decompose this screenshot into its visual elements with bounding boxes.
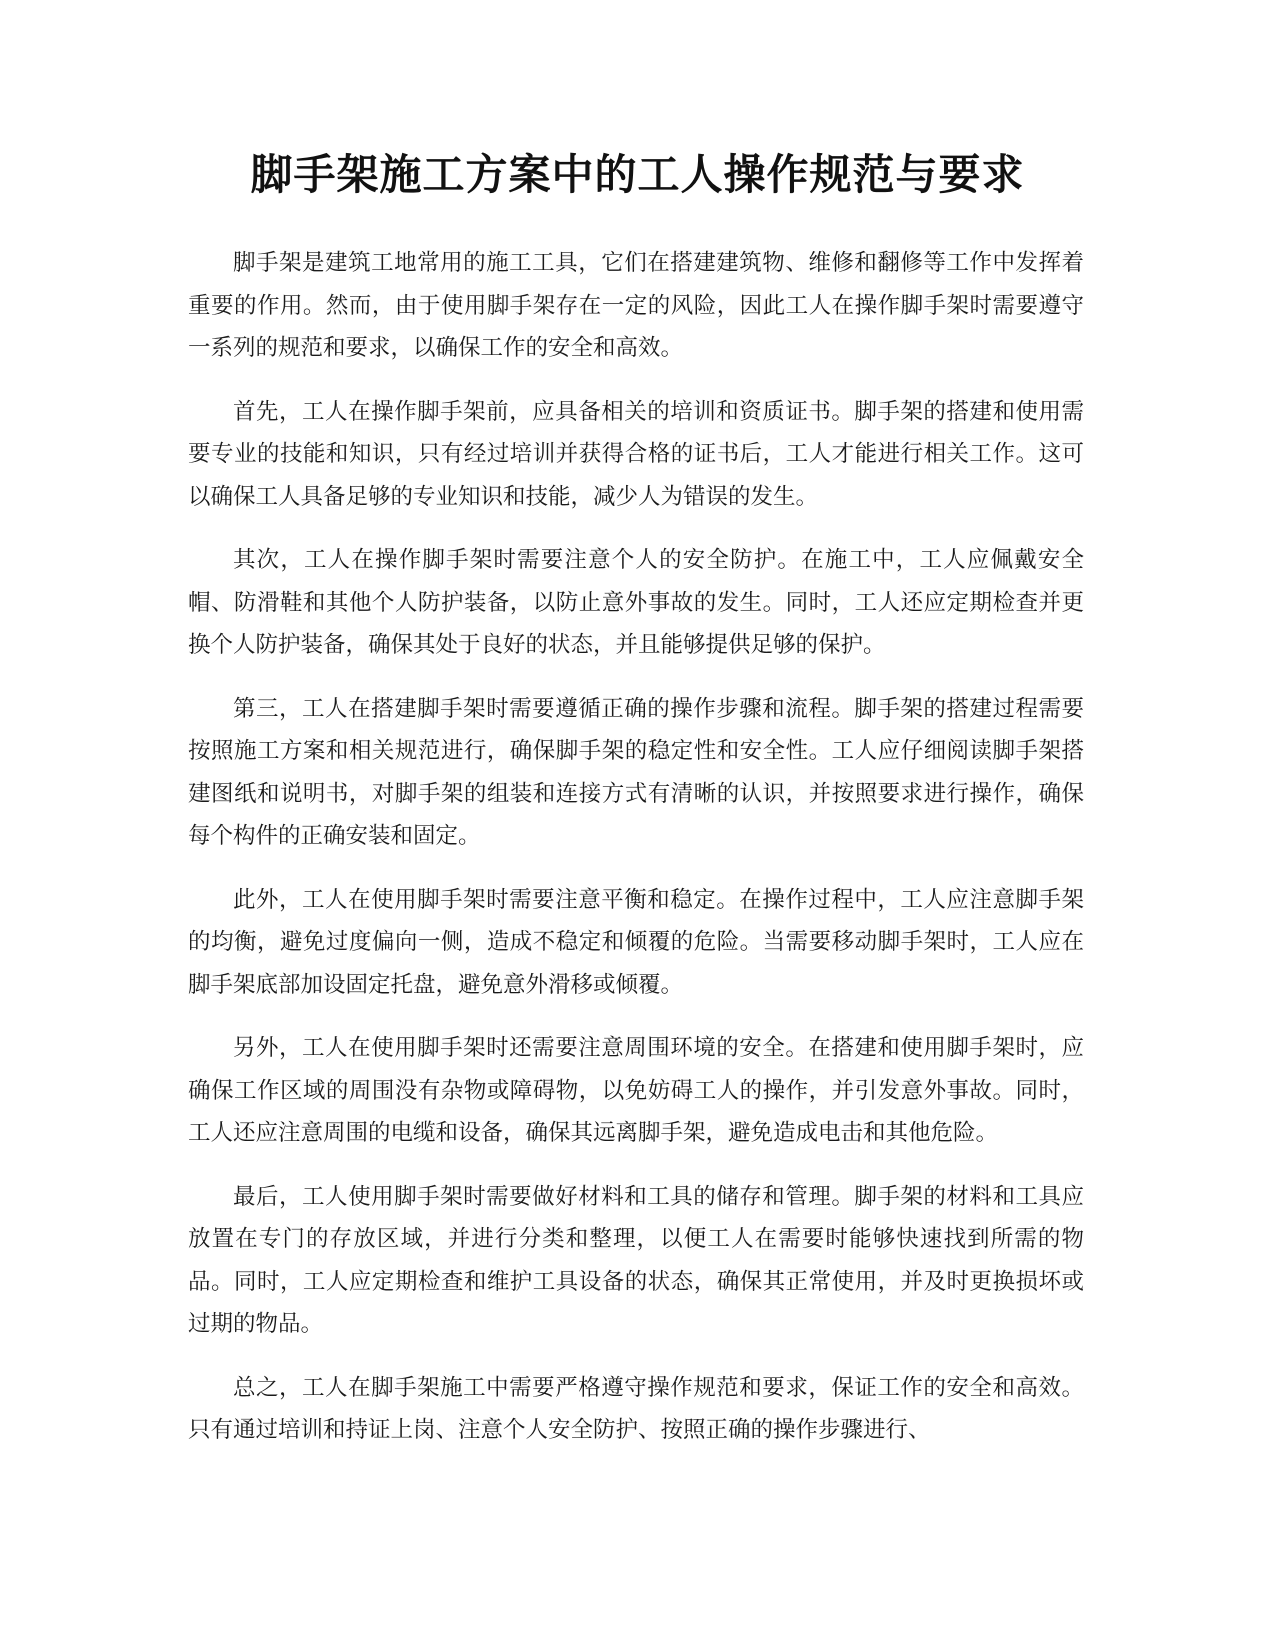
paragraph-environment: 另外，工人在使用脚手架时还需要注意周围环境的安全。在搭建和使用脚手架时，应确保工作区域的周围没有杂物或障碍物，以免妨碍工人的操作，并引发意外事故。同时，工人还应注意周围的电缆和设备，确保其远离脚手架，避免造成电击和其他危险。 (188, 1035, 1084, 1146)
paragraph-intro: 脚手架是建筑工地常用的施工工具，它们在搭建建筑物、维修和翻修等工作中发挥着重要的作用。然而，由于使用脚手架存在一定的风险，因此工人在操作脚手架时需要遵守一系列的规范和要求，以确保工作的安全和高效。 (188, 250, 1084, 361)
paragraph-storage: 最后，工人使用脚手架时需要做好材料和工具的储存和管理。脚手架的材料和工具应放置在专门的存放区域，并进行分类和整理，以便工人在需要时能够快速找到所需的物品。同时，工人应定期检查和维护工具设备的状态，确保其正常使用，并及时更换损坏或过期的物品。 (188, 1183, 1084, 1337)
document-title: 脚手架施工方案中的工人操作规范与要求 (250, 150, 1025, 199)
paragraph-conclusion: 总之，工人在脚手架施工中需要严格遵守操作规范和要求，保证工作的安全和高效。只有通过培训和持证上岗、注意个人安全防护、按照正确的操作步骤进行、 (188, 1374, 1084, 1443)
document-body (188, 242, 1084, 1473)
paragraph-procedure: 第三，工人在搭建脚手架时需要遵循正确的操作步骤和流程。脚手架的搭建过程需要按照施工方案和相关规范进行，确保脚手架的稳定性和安全性。工人应仔细阅读脚手架搭建图纸和说明书，对脚手架的组装和连接方式有清晰的认识，并按照要求进行操作，确保每个构件的正确安装和固定。 (188, 695, 1084, 849)
paragraph-training: 首先，工人在操作脚手架前，应具备相关的培训和资质证书。脚手架的搭建和使用需要专业的技能和知识，只有经过培训并获得合格的证书后，工人才能进行相关工作。这可以确保工人具备足够的专业知识和技能，减少人为错误的发生。 (188, 398, 1084, 510)
paragraph-balance: 此外，工人在使用脚手架时需要注意平衡和稳定。在操作过程中，工人应注意脚手架的均衡，避免过度偏向一侧，造成不稳定和倾覆的危险。当需要移动脚手架时，工人应在脚手架底部加设固定托盘，避免意外滑移或倾覆。 (188, 886, 1084, 998)
paragraph-protection: 其次，工人在操作脚手架时需要注意个人的安全防护。在施工中，工人应佩戴安全帽、防滑鞋和其他个人防护装备，以防止意外事故的发生。同时，工人还应定期检查并更换个人防护装备，确保其处于良好的状态，并且能够提供足够的保护。 (188, 547, 1084, 658)
